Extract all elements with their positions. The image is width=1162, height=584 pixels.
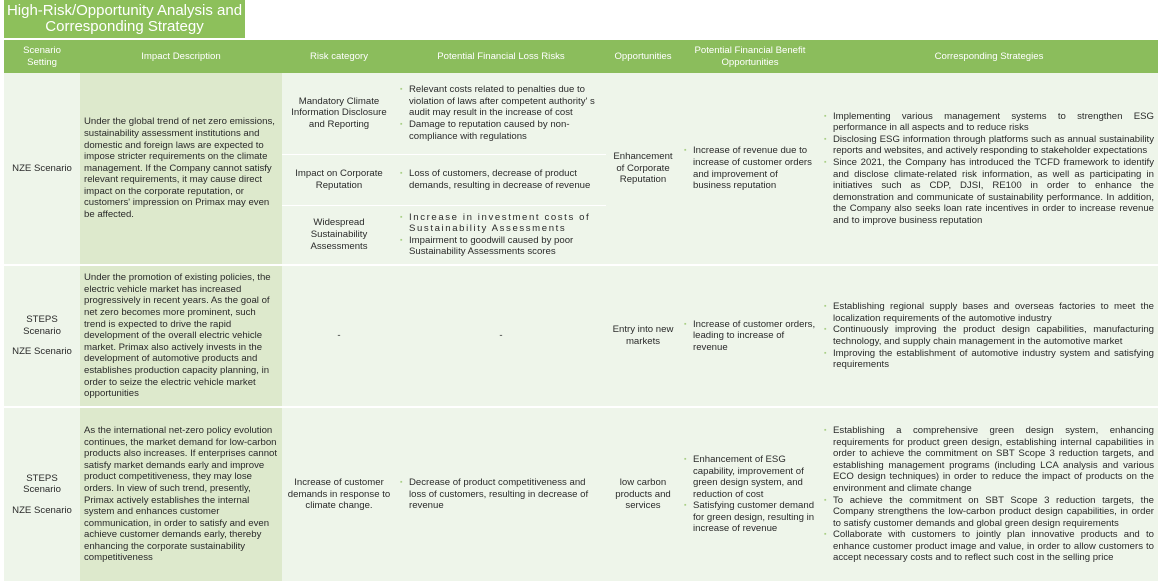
header-opportunities: Opportunities [606, 40, 680, 73]
header-benefits: Potential Financial Benefit Opportunities [680, 40, 820, 73]
opportunity: Enhancement of Corporate Reputation [606, 73, 680, 265]
list-item: ▪ Impairment to goodwill caused by poor Sustainability Assessments scores [400, 235, 602, 258]
list-item: ▪ Continuously improving the product design capabilities, manufacturing technology, and supply chain management in the automotive market [824, 324, 1154, 347]
header-loss-risks: Potential Financial Loss Risks [396, 40, 606, 73]
header-row [4, 40, 1158, 73]
impact-description: Under the promotion of existing policies, the electric vehicle market has increased progressively in recent years. As the goal of net zero becomes more prominent, such trend is expected to drive the rapid development of the overall electric vehicle market. Primax also actively invests in the development of automotive products and establishes production capacity planning, in order to seize the electric vehicle market opportunities [80, 265, 282, 407]
list-item: ▪ Establishing regional supply bases and overseas factories to meet the localization requirements of the automotive industry [824, 301, 1154, 324]
list-item: ▪ Establishing a comprehensive green design system, enhancing requirements for product green design, establishing internal capabilities in order to achieve the commitment on SBT Scope 3 reduction targets, and establishing management programs (including LCA analysis and various ECO design techniques) in order to reduce the impact of products on the environment and climate change [824, 425, 1154, 495]
risk-category: - [282, 265, 396, 407]
opportunity: low carbon products and services [606, 407, 680, 582]
scenario-cell [4, 407, 80, 582]
header-impact: Impact Description [80, 40, 282, 73]
list-item: ▪ Since 2021, the Company has introduced the TCFD framework to identify and disclose climate-related risk information, as well as participating in initiatives such as CDP, DJSI, RE100 in order to enhance the demonstration and communicate of sustainability performance. In addition, the Company also seeks loan rate incentives in order to increase revenue and to improve business reputation [824, 157, 1154, 227]
table-row [4, 407, 1158, 582]
risk-category: Widespread Sustainability Assessments [282, 205, 396, 265]
loss-risks [396, 73, 606, 154]
loss-risks [396, 407, 606, 582]
list-item: ▪ Increase in investment costs of Sustainability Assessments [400, 212, 602, 235]
header-risk-category: Risk category [282, 40, 396, 73]
scenario-label: NZE Scenario [12, 346, 72, 358]
list-item: ▪ Relevant costs related to penalties due to violation of laws after competent authority' s audit may result in the increase of cost [400, 84, 602, 119]
header-scenario: Scenario Setting [4, 40, 80, 73]
list-item: ▪ Loss of customers, decrease of product demands, resulting in decrease of revenue [400, 168, 602, 191]
impact-description: As the international net-zero policy evolution continues, the market demand for low-carbon products also increases. If enterprises cannot satisfy market demands early and improve product competitiveness, they may lose orders. In view of such trend, presently, Primax actively establishes the internal system and enhances customer communication, in order to satisfy and even achieve customer demands early, thereby enhancing the corporate sustainability competitiveness [80, 407, 282, 582]
impact-description: Under the global trend of net zero emissions, sustainability assessment institutions and domestic and foreign laws are expected to impose stricter requirements on the climate management. If the Company cannot satisfy relevant requirements, it may cause direct impact on the corporate reputation, or customers' impression on Primax may even be affected. [80, 73, 282, 265]
loss-risks [396, 205, 606, 265]
strategies [820, 73, 1158, 265]
list-item: ▪ Disclosing ESG information through platforms such as annual sustainability reports and websites, and actively responding to stakeholder expectations [824, 134, 1154, 157]
list-item: ▪ Enhancement of ESG capability, improvement of green design system, and reduction of cost [684, 454, 816, 500]
scenario-cell [4, 73, 80, 265]
list-item: ▪ Satisfying customer demand for green design, resulting in increase of revenue [684, 500, 816, 535]
benefits [680, 73, 820, 265]
table-row [4, 265, 1158, 407]
strategies [820, 407, 1158, 582]
opportunity: Entry into new markets [606, 265, 680, 407]
list-item: ▪ Implementing various management systems to strengthen ESG performance in all aspects and to reduce risks [824, 111, 1154, 134]
scenario-label: STEPS Scenario [23, 314, 61, 337]
scenario-label: NZE Scenario [12, 504, 72, 516]
list-item: ▪ Damage to reputation caused by non-compliance with regulations [400, 119, 602, 142]
benefits [680, 407, 820, 582]
list-item: ▪ Collaborate with customers to jointly plan innovative products and to enhance customer product image and value, in order to allow customers to accept necessary costs and to reflect such cost in the selling price [824, 529, 1154, 564]
risk-category: Mandatory Climate Information Disclosure and Reporting [282, 73, 396, 154]
list-item: ▪ Increase of customer orders, leading to increase of revenue [684, 319, 816, 354]
benefits [680, 265, 820, 407]
section-title: High-Risk/Opportunity Analysis and Corresponding Strategy [4, 0, 245, 38]
loss-risks [396, 154, 606, 205]
scenario-label: STEPS Scenario [23, 472, 61, 496]
loss-risks: - [396, 265, 606, 407]
header-strategies: Corresponding Strategies [820, 40, 1158, 73]
list-item: ▪ Improving the establishment of automotive industry system and satisfying requirements [824, 348, 1154, 371]
list-item: ▪ To achieve the commitment on SBT Scope 3 reduction targets, the Company strengthens the low-carbon product design capabilities, in order to satisfy customer demands and global green design requirements [824, 495, 1154, 530]
risk-opportunity-table [4, 40, 1158, 583]
list-item: ▪ Decrease of product competitiveness and loss of customers, resulting in decrease of revenue [400, 477, 602, 512]
scenario-cell [4, 265, 80, 407]
list-item: ▪ Increase of revenue due to increase of customer orders and improvement of business reputation [684, 145, 816, 191]
risk-category: Impact on Corporate Reputation [282, 154, 396, 205]
scenario-label: NZE Scenario [12, 162, 72, 174]
risk-category: Increase of customer demands in response to climate change. [282, 407, 396, 582]
table-row [4, 73, 1158, 154]
strategies [820, 265, 1158, 407]
